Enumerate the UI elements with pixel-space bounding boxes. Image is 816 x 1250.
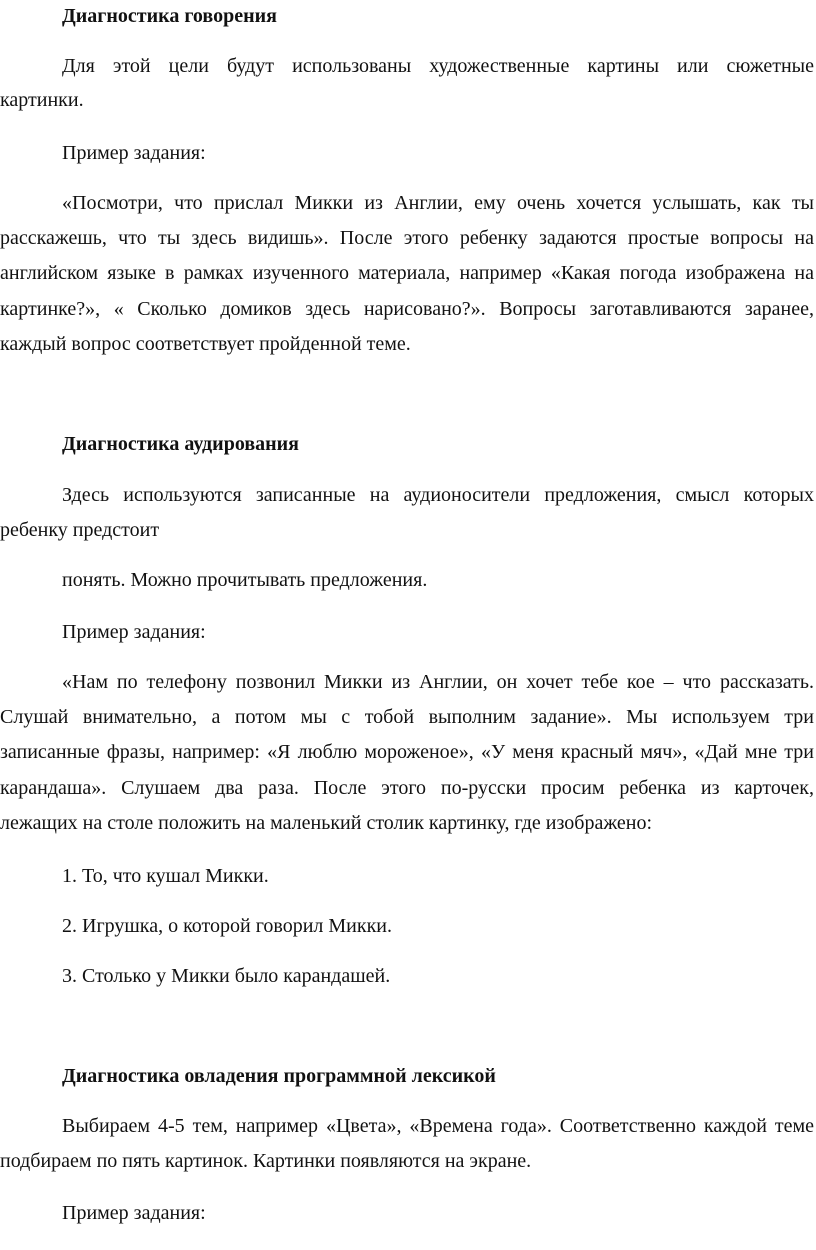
paragraph-line: расскажешь, что ты здесь видишь». После этого ребенку задаются простые вопросы на [0, 227, 814, 249]
example-label: Пример задания: [62, 142, 206, 164]
paragraph-line: картинки. [0, 89, 84, 111]
paragraph-line: Слушай внимательно, а потом мы с тобой выполним задание». Мы используем три [0, 706, 814, 728]
paragraph-line: записанные фразы, например: «Я люблю мороженое», «У меня красный мяч», «Дай мне три [0, 741, 814, 763]
list-item: 1. То, что кушал Микки. [62, 865, 269, 887]
paragraph-line: картинке?», « Сколько домиков здесь нарисовано?». Вопросы заготавливаются заранее, [0, 298, 814, 320]
paragraph-line: лежащих на столе положить на маленький столик картинку, где изображено: [0, 812, 653, 834]
example-label: Пример задания: [62, 1202, 206, 1224]
heading-vocabulary-diagnostics: Диагностика овладения программной лексикой [62, 1065, 496, 1087]
paragraph-line: карандаша». Слушаем два раза. После этого по-русски просим ребенка из карточек, [0, 777, 814, 799]
paragraph-line: Для этой цели будут использованы художественные картины или сюжетные [62, 55, 814, 77]
paragraph-line: подбираем по пять картинок. Картинки появляются на экране. [0, 1150, 532, 1172]
paragraph-line: Выбираем 4-5 тем, например «Цвета», «Времена года». Соответственно каждой теме [62, 1115, 814, 1137]
paragraph-line: каждый вопрос соответствует пройденной теме. [0, 333, 411, 355]
list-item: 3. Столько у Микки было карандашей. [62, 965, 391, 987]
paragraph-line: «Нам по телефону позвонил Микки из Англии, он хочет тебе кое – что рассказать. [62, 671, 814, 693]
paragraph-line: ребенку предстоит [0, 519, 160, 541]
example-label: Пример задания: [62, 621, 206, 643]
paragraph-line: понять. Можно прочитывать предложения. [62, 569, 428, 591]
paragraph-line: «Посмотри, что прислал Микки из Англии, ему очень хочется услышать, как ты [62, 192, 814, 214]
list-item: 2. Игрушка, о которой говорил Микки. [62, 915, 393, 937]
paragraph-line: Здесь используются записанные на аудионосители предложения, смысл которых [62, 484, 814, 506]
heading-listening-diagnostics: Диагностика аудирования [62, 433, 299, 455]
heading-speaking-diagnostics: Диагностика говорения [62, 5, 277, 27]
paragraph-line: английском языке в рамках изученного материала, например «Какая погода изображена на [0, 262, 814, 284]
